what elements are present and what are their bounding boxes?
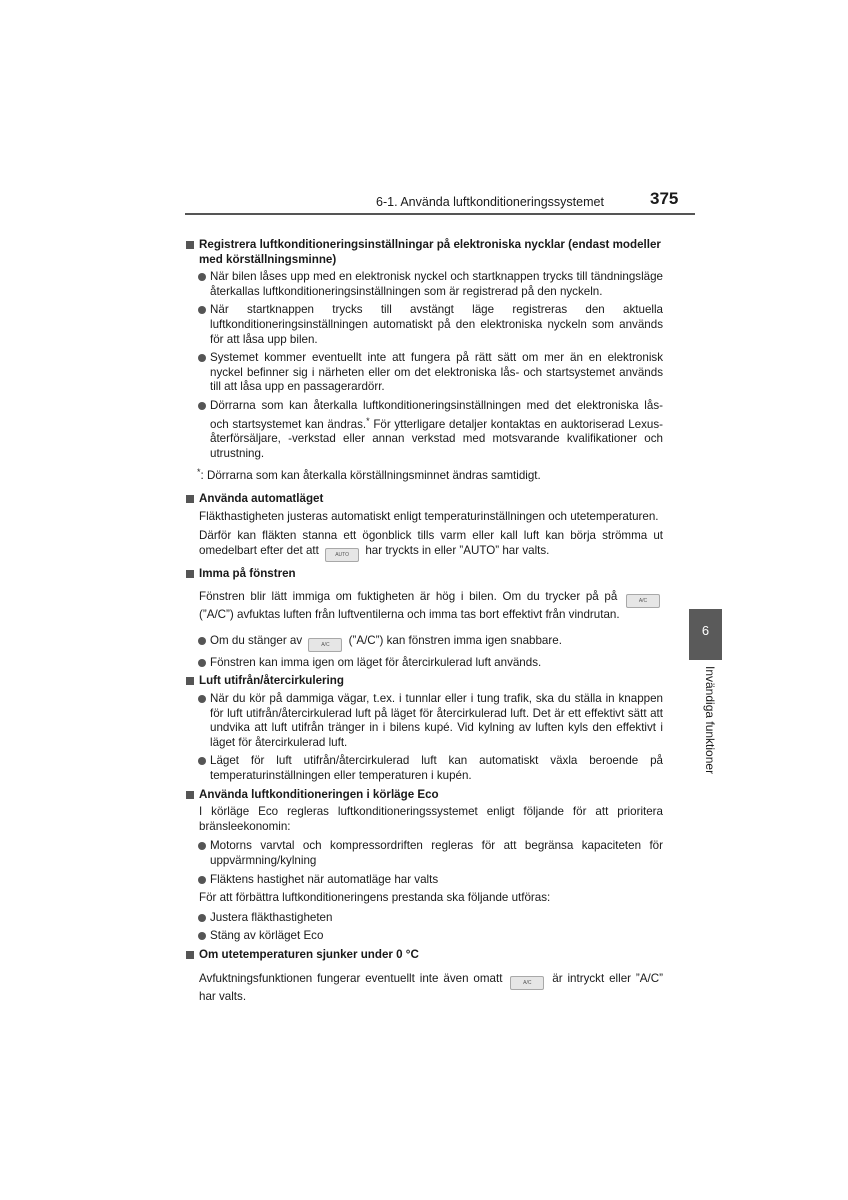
text-span: (”A/C”) kan fönstren imma igen snabbare.: [348, 633, 562, 647]
text-span: har tryckts in eller ”AUTO” har valts.: [365, 543, 550, 557]
list-item: Fläktens hastighet när automatläge har valts: [185, 873, 663, 888]
header-title: 6-1. Använda luftkonditioneringssystemet: [376, 195, 604, 209]
list-item: Fönstren kan imma igen om läget för återcirkulerad luft används.: [185, 656, 663, 671]
header-rule: [185, 213, 695, 215]
paragraph: Fläkthastigheten justeras automatiskt enligt temperaturinställningen och utetemperaturen.: [199, 509, 659, 523]
chapter-tab-label: Invändiga funktioner: [703, 666, 717, 775]
list-item: [185, 634, 663, 652]
list-item: När startknappen trycks till avstängt läge registreras den aktuella luftkonditioneringsinställningen automatiskt på den elektroniska nyckeln som används för att låsa upp bilen.: [185, 303, 663, 347]
section-title: Registrera luftkonditioneringsinställningar på elektroniska nycklar (endast modeller med körställningsminne): [185, 238, 663, 267]
list-item: Systemet kommer eventuellt inte att fungera på rätt sätt om mer än en elektronisk nyckel befinner sig i närheten eller om det elektroniska lås- och startsystemet används till att låsa upp en passagerardörr.: [185, 351, 663, 395]
page-content: [185, 238, 663, 1009]
paragraph: I körläge Eco regleras luftkonditioneringssystemet enligt följande för att prioritera bränsleekonomin:: [199, 805, 663, 833]
text-span: Dörrarna som kan återkalla luftkonditioneringsinställningen med det elektroniska lås- och startsystemet kan ändras.: [210, 398, 663, 431]
text-span: (”A/C”) avfuktas luften från luftventilerna och imma tas bort effektivt från vindrutan.: [199, 608, 620, 622]
text-span: Fönstren blir lätt immiga om fuktigheten är hög i bilen. Om du trycker på på: [199, 590, 618, 604]
section-title: Imma på fönstren: [185, 567, 663, 582]
list-item: Läget för luft utifrån/återcirkulerad luft kan automatiskt växla beroende på temperaturinställningen eller temperaturen i kupén.: [185, 754, 663, 783]
paragraph: [185, 972, 663, 1005]
ac-button-icon: A/C: [626, 594, 660, 608]
auto-button-icon: AUTO: [325, 548, 359, 562]
list-item: [185, 399, 663, 461]
list-item: När bilen låses upp med en elektronisk nyckel och startknappen trycks till tändningsläge återkallas luftkonditioneringsinställningen som är registrerad på den nyckeln.: [185, 270, 663, 299]
paragraph: [185, 590, 663, 623]
list-item: Motorns varvtal och kompressordriften regleras för att begränsa kapaciteten för uppvärmning/kylning: [185, 839, 663, 868]
text-span: är intryckt eller ”A/C” har valts.: [199, 971, 663, 1003]
footnote-marker: *: [366, 415, 370, 426]
list-item: Stäng av körläget Eco: [185, 929, 663, 944]
footnote-text: : Dörrarna som kan återkalla körställningsminnet ändras samtidigt.: [200, 469, 541, 483]
paragraph: För att förbättra luftkonditioneringens prestanda ska följande utföras:: [199, 891, 551, 905]
paragraph: [185, 529, 663, 562]
text-span: Om du stänger av: [210, 633, 303, 647]
list-item: Justera fläkthastigheten: [185, 911, 663, 926]
text-span: För ytterligare detaljer kontaktas en auktoriserad Lexus-återförsäljare, -verkstad eller annan verkstad med motsvarande kvalifikationer och utrustning.: [210, 417, 663, 460]
page-number: 375: [650, 189, 679, 208]
section-title: Använda luftkonditioneringen i körläge Eco: [185, 788, 663, 803]
text-span: Avfuktningsfunktionen fungerar eventuellt inte även omatt: [199, 971, 503, 985]
section-title: Om utetemperaturen sjunker under 0 °C: [185, 948, 663, 963]
section-title: Luft utifrån/återcirkulering: [185, 674, 663, 689]
footnote: [185, 465, 663, 484]
ac-button-icon: A/C: [510, 976, 544, 990]
footnote-marker: *: [197, 467, 201, 478]
section-title: Använda automatläget: [185, 492, 663, 507]
text-span: Därför kan fläkten stanna ett ögonblick tills varm eller kall luft kan börja strömma ut omedelbart efter det att: [199, 529, 663, 557]
chapter-tab: 6: [689, 609, 722, 660]
list-item: När du kör på dammiga vägar, t.ex. i tunnlar eller i tung trafik, ska du ställa in knappen för luft utifrån/återcirkulerad luft på läget för återcirkulerad luft. Det är ett effektivt sätt att undvika att luft utifrån tränger in i bilens kupé. Vid kylning av luften kyls den effektivt i läget för återcirkulerad luft.: [185, 692, 663, 750]
ac-button-icon: A/C: [308, 638, 342, 652]
